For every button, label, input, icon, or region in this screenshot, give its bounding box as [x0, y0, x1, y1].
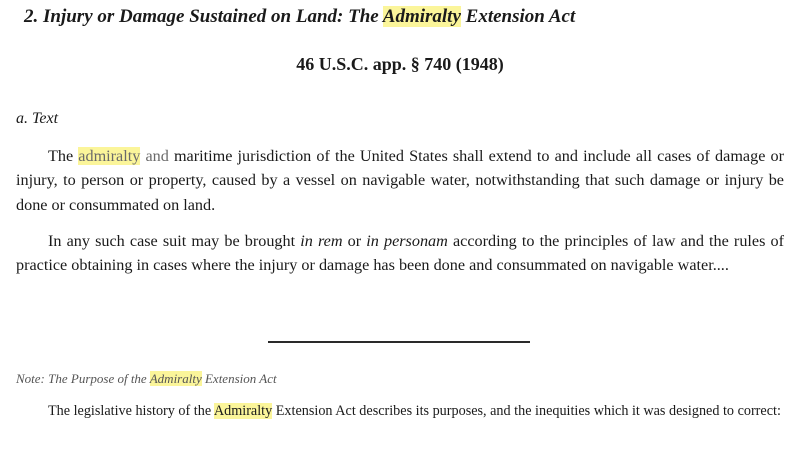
- note-title-suffix: Extension Act: [201, 371, 277, 386]
- statute-citation: 46 U.S.C. app. § 740 (1948): [296, 54, 504, 74]
- note-body-prefix: The legislative history of the: [48, 403, 214, 419]
- heading-highlight: Admiralty: [382, 6, 461, 27]
- statute-paragraph-1: [16, 144, 784, 217]
- p1-lead: The: [48, 147, 79, 165]
- statute-paragraph-2: [16, 229, 784, 278]
- note-body: [16, 400, 784, 422]
- p2-part1: In any such case suit may be brought: [48, 232, 301, 250]
- subsection-heading: a. Text: [16, 110, 59, 127]
- p2-part2: or: [342, 232, 367, 250]
- p1-rest: maritime jurisdiction of the United States shall extend to and include all cases of damage or injury, to person or property, caused by a vessel on navigable water, notwithstanding that such damage or injury be done or consummated on land.: [16, 147, 784, 214]
- p2-in-personam: in personam: [366, 232, 448, 250]
- note-title-prefix: Note: The Purpose of the: [16, 371, 150, 386]
- section-divider: [268, 341, 530, 343]
- section-heading: [24, 6, 575, 28]
- heading-suffix: Extension Act: [460, 6, 576, 27]
- note-body-highlight: Admiralty: [213, 403, 273, 419]
- p1-highlight: admiralty: [78, 147, 141, 165]
- p1-faint: and: [140, 147, 169, 165]
- p2-part3: according to the principles of law and the rules of practice obtaining in cases where the injury or damage has been done and consummated on navigable water....: [16, 232, 784, 275]
- note-title-highlight: Admiralty: [149, 371, 202, 386]
- heading-prefix: 2. Injury or Damage Sustained on Land: The: [24, 6, 383, 27]
- note-body-suffix: Extension Act describes its purposes, and the inequities which it was designed to correct:: [272, 403, 781, 419]
- p2-in-rem: in rem: [300, 232, 343, 250]
- note-title: [16, 371, 277, 387]
